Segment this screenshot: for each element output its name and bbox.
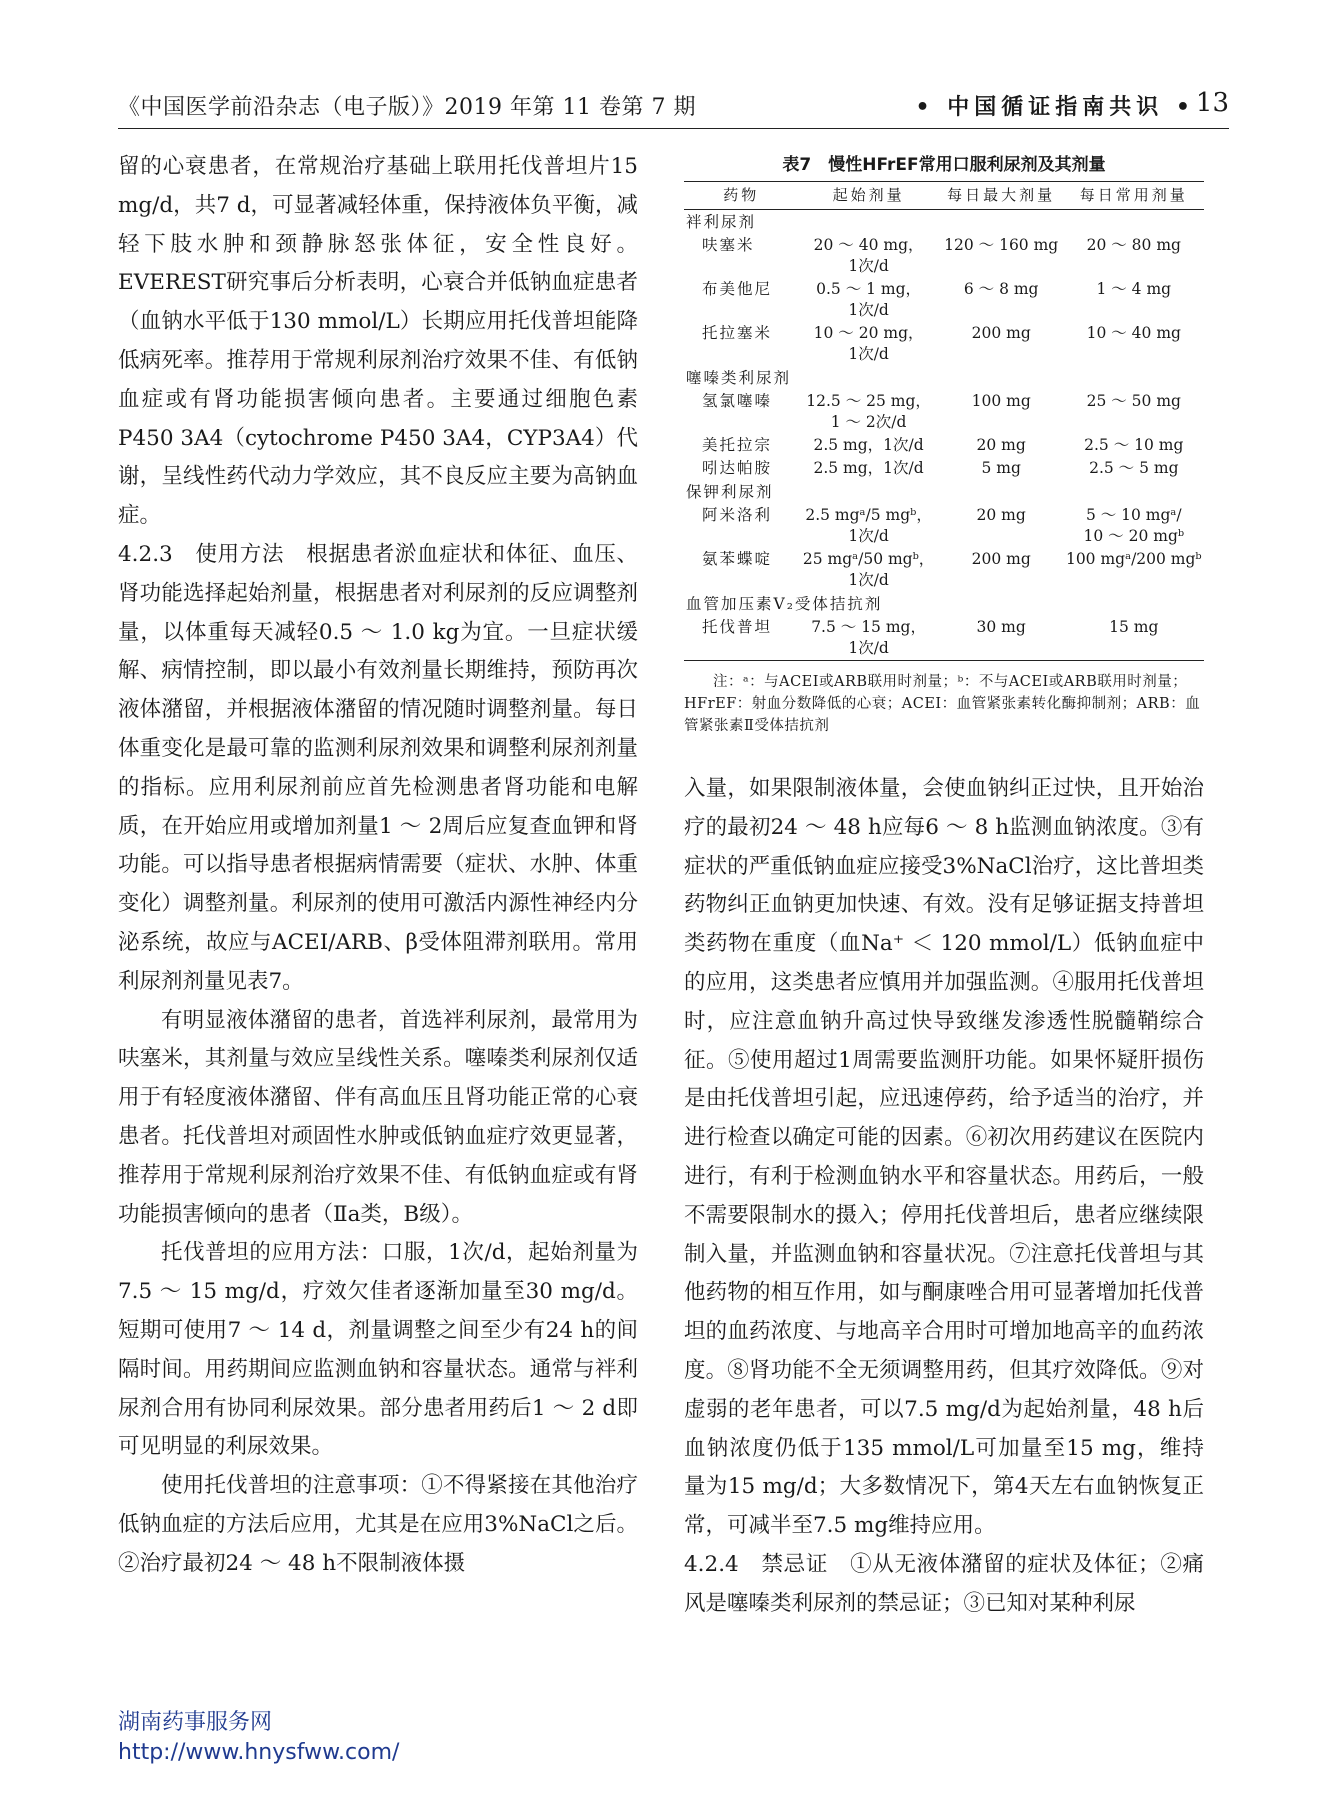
max-daily-dose: 100 mg <box>971 392 1031 410</box>
usual-daily-dose: 15 mg <box>1064 616 1204 661</box>
usual-daily-dose: 2.5 ～ 10 mg <box>1084 436 1184 454</box>
page-number: 13 <box>1195 88 1229 118</box>
start-dose: 2.5 mgᵃ/5 mgᵇ， 1次/d <box>805 506 932 545</box>
table-title: 表7 慢性HFrEF常用口服利尿剂及其剂量 <box>782 155 1106 175</box>
drug-category: 血管加压素V₂受体拮抗剂 <box>686 595 883 613</box>
start-dose: 20 ～ 40 mg， 1次/d <box>813 236 924 275</box>
header-start-dose: 起始剂量 <box>798 182 938 210</box>
drug-name: 美托拉宗 <box>702 436 773 454</box>
header-usual-dose: 每日常用剂量 <box>1064 182 1204 210</box>
table-category-row <box>684 480 1204 504</box>
table-row <box>684 548 1204 592</box>
paragraph: 4.2.4 禁忌证 ①从无液体潴留的症状及体征；②痛风是噻嗪类利尿剂的禁忌证；③已知对某种利尿 <box>684 1551 1204 1616</box>
table-row <box>684 278 1204 322</box>
drug-name: 布美他尼 <box>702 280 773 298</box>
header-rule <box>118 128 1229 129</box>
drug-name: 氢氯噻嗪 <box>702 392 773 410</box>
max-daily-dose: 120 ～ 160 mg <box>944 236 1059 254</box>
section-header: • 中国循证指南共识 • <box>915 95 1195 120</box>
header-drug: 药物 <box>684 182 798 210</box>
usual-daily-dose: 25 ～ 50 mg <box>1086 392 1181 410</box>
max-daily-dose: 5 mg <box>981 459 1021 477</box>
drug-name: 呋塞米 <box>702 236 755 254</box>
table-note: 注：ᵃ：与ACEI或ARB联用时剂量；ᵇ：不与ACEI或ARB联用时剂量；HFrEF：射血分数降低的心衰；ACEI：血管紧张素转化酶抑制剂；ARB：血管紧张素Ⅱ受体拮抗剂 <box>684 674 1201 734</box>
drug-name: 托拉塞米 <box>702 324 773 342</box>
table-category-row <box>684 366 1204 390</box>
max-daily-dose: 20 mg <box>976 436 1026 454</box>
diuretic-dosage-table <box>684 181 1204 661</box>
start-dose: 2.5 mg，1次/d <box>813 436 924 454</box>
paragraph: 留的心衰患者，在常规治疗基础上联用托伐普坦片15 mg/d，共7 d，可显著减轻体重，保持液体负平衡，减轻下肢水肿和颈静脉怒张体征，安全性良好。EVEREST研究事后分析表明，心衰合并低钠血症患者（血钠水平低于130 mmol/L）长期应用托伐普坦能降低病死率。推荐用于常规利尿剂治疗效果不佳、有低钠血症或有肾功能损害倾向患者。主要通过细胞色素P450 3A4（cytochrome P450 3A4，CYP3A4）代谢，呈线性药代动力学效应，其不良反应主要为高钠血症。 <box>118 154 638 529</box>
start-dose: 12.5 ～ 25 mg， 1 ～ 2次/d <box>806 392 931 431</box>
paragraph: 有明显液体潴留的患者，首选袢利尿剂，最常用为呋塞米，其剂量与效应呈线性关系。噻嗪类利尿剂仅适用于有轻度液体潴留、伴有高血压且肾功能正常的心衰患者。托伐普坦对顽固性水肿或低钠血症疗效更显著，推荐用于常规利尿剂治疗效果不佳、有低钠血症或有肾功能损害倾向的患者（Ⅱa类，B级）。 <box>118 1007 638 1227</box>
drug-category: 噻嗪类利尿剂 <box>686 369 792 387</box>
table-row <box>684 457 1204 480</box>
max-daily-dose: 20 mg <box>976 506 1026 524</box>
usual-daily-dose: 20 ～ 80 mg <box>1086 236 1181 254</box>
table-row <box>684 322 1204 366</box>
paragraph: 4.2.3 使用方法 根据患者淤血症状和体征、血压、肾功能选择起始剂量，根据患者对利尿剂的反应调整剂量，以体重每天减轻0.5 ～ 1.0 kg为宜。一旦症状缓解、病情控制，即以最小有效剂量长期维持，预防再次液体潴留，并根据液体潴留的情况随时调整剂量。每日体重变化是最可靠的监测利尿剂效果和调整利尿剂剂量的指标。应用利尿剂前应首先检测患者肾功能和电解质，在开始应用或增加剂量1 ～ 2周后应复查血钾和肾功能。可以指导患者根据病情需要（症状、水肿、体重变化）调整剂量。利尿剂的使用可激活内源性神经内分泌系统，故应与ACEI/ARB、β受体阻滞剂联用。常用利尿剂剂量见表7。 <box>118 541 638 994</box>
usual-daily-dose: 1 ～ 4 mg <box>1096 280 1172 298</box>
drug-name: 托伐普坦 <box>684 616 798 661</box>
table-category-row <box>684 592 1204 616</box>
table-7 <box>684 150 1204 737</box>
drug-category: 袢利尿剂 <box>686 213 757 231</box>
table-row <box>684 616 1204 661</box>
start-dose: 7.5 ～ 15 mg， 1次/d <box>798 616 938 661</box>
start-dose: 25 mgᵃ/50 mgᵇ， 1次/d <box>802 550 935 589</box>
footer-url[interactable]: http://www.hnysfww.com/ <box>118 1740 400 1765</box>
paragraph: 托伐普坦的应用方法：口服，1次/d，起始剂量为7.5 ～ 15 mg/d，疗效欠佳者逐渐加量至30 mg/d。短期可使用7 ～ 14 d，剂量调整之间至少有24 h的间隔时间。用药期间应监测血钠和容量状态。通常与袢利尿剂合用有协同利尿效果。部分患者用药后1 ～ 2 d即可见明显的利尿效果。 <box>118 1240 638 1460</box>
drug-name: 阿米洛利 <box>702 506 773 524</box>
start-dose: 2.5 mg，1次/d <box>813 459 924 477</box>
paragraph: 使用托伐普坦的注意事项：①不得紧接在其他治疗低钠血症的方法后应用，尤其是在应用3%NaCl之后。②治疗最初24 ～ 48 h不限制液体摄 <box>118 1473 638 1576</box>
table-category-row <box>684 210 1204 235</box>
table-row <box>684 234 1204 278</box>
usual-daily-dose: 2.5 ～ 5 mg <box>1089 459 1179 477</box>
usual-daily-dose: 100 mgᵃ/200 mgᵇ <box>1065 550 1202 568</box>
max-daily-dose: 6 ～ 8 mg <box>963 280 1039 298</box>
usual-daily-dose: 5 ～ 10 mgᵃ/ 10 ～ 20 mgᵇ <box>1083 506 1185 545</box>
paragraph: 入量，如果限制液体量，会使血钠纠正过快，且开始治疗的最初24 ～ 48 h应每6 ～ 8 h监测血钠浓度。③有症状的严重低钠血症应接受3%NaCl治疗，这比普坦类药物纠正血钠更加快速、有效。没有足够证据支持普坦类药物在重度（血Na⁺ ＜ 120 mmol/L）低钠血症中的应用，这类患者应慎用并加强监测。④服用托伐普坦时，应注意血钠升高过快导致继发渗透性脱髓鞘综合征。⑤使用超过1周需要监测肝功能。如果怀疑肝损伤是由托伐普坦引起，应迅速停药，给予适当的治疗，并进行检查以确定可能的因素。⑥初次用药建议在医院内进行，有利于检测血钠水平和容量状态。用药后，一般不需要限制水的摄入；停用托伐普坦后，患者应继续限制入量，并监测血钠和容量状况。⑦注意托伐普坦与其他药物的相互作用，如与酮康唑合用可显著增加托伐普坦的血药浓度、与地高辛合用时可增加地高辛的血药浓度。⑧肾功能不全无须调整用药，但其疗效降低。⑨对虚弱的老年患者，可以7.5 mg/d为起始剂量，48 h后血钠浓度仍低于135 mmol/L可加量至15 mg，维持量为15 mg/d；大多数情况下，第4天左右血钠恢复正常，可减半至7.5 mg维持应用。 <box>684 776 1204 1539</box>
max-daily-dose: 30 mg <box>939 616 1064 661</box>
table-body <box>684 210 1204 661</box>
journal-header: 《中国医学前沿杂志（电子版）》2019 年第 11 卷第 7 期 <box>118 95 696 120</box>
table-row <box>684 390 1204 434</box>
start-dose: 0.5 ～ 1 mg， 1次/d <box>816 280 922 319</box>
header-max-dose: 每日最大剂量 <box>939 182 1064 210</box>
drug-category: 保钾利尿剂 <box>686 483 774 501</box>
table-row <box>684 504 1204 548</box>
right-column <box>684 770 1204 1624</box>
drug-name: 氨苯蝶啶 <box>702 550 773 568</box>
table-row <box>684 434 1204 457</box>
max-daily-dose: 200 mg <box>971 550 1031 568</box>
table-header-row <box>684 182 1204 210</box>
max-daily-dose: 200 mg <box>971 324 1031 342</box>
footer-site-name: 湖南药事服务网 <box>118 1710 273 1735</box>
drug-name: 吲达帕胺 <box>702 459 773 477</box>
start-dose: 10 ～ 20 mg， 1次/d <box>813 324 924 363</box>
footer-watermark <box>118 1708 399 1768</box>
left-column <box>118 148 638 1583</box>
usual-daily-dose: 10 ～ 40 mg <box>1086 324 1181 342</box>
